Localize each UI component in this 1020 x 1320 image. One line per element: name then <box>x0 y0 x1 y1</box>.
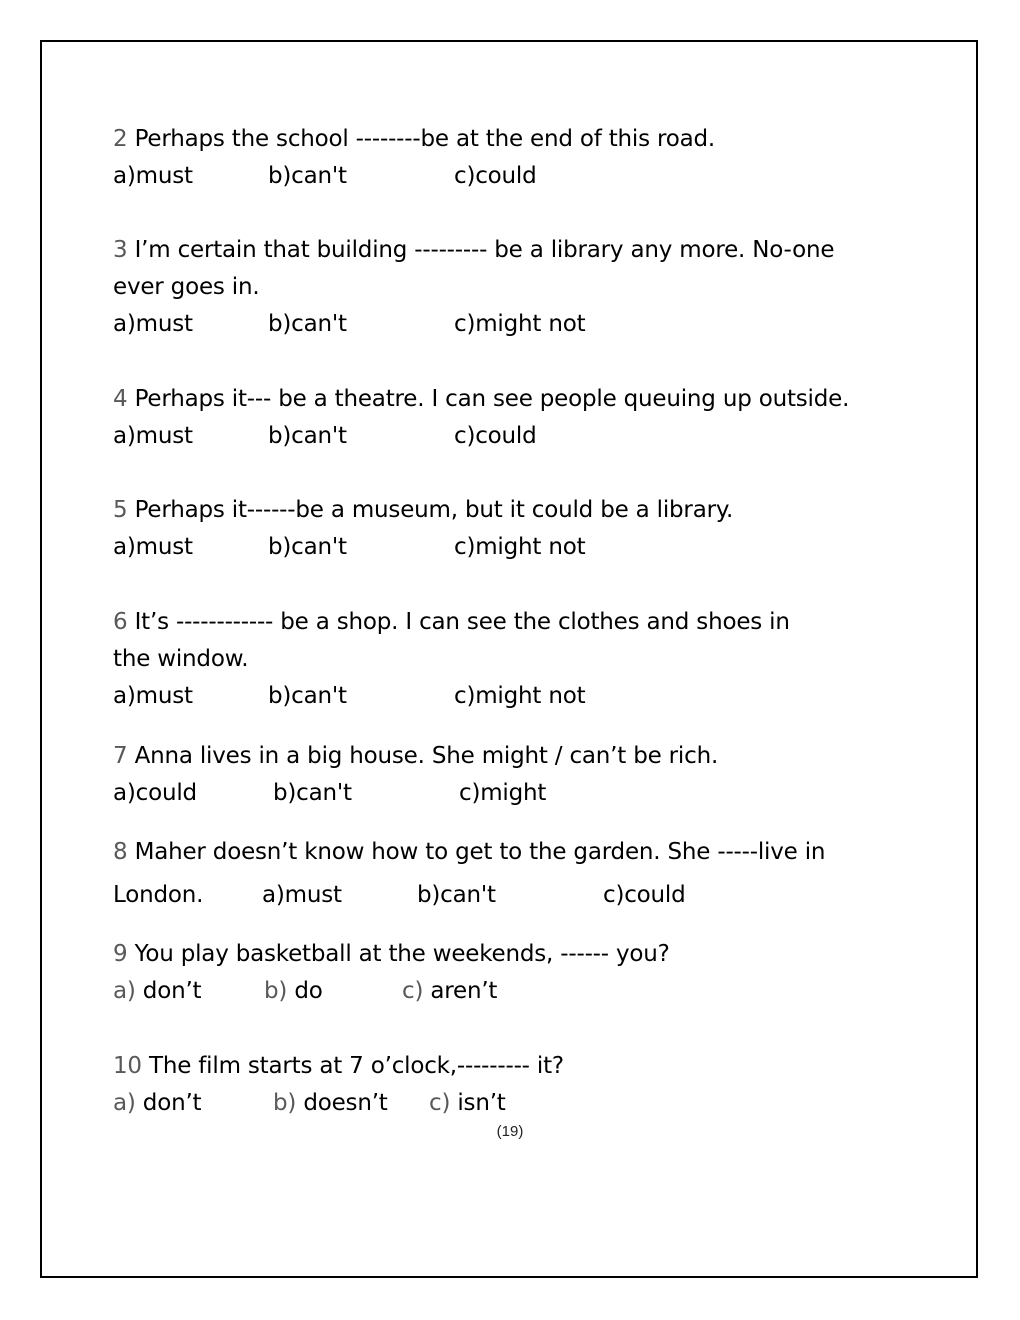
answer-options <box>113 529 943 566</box>
option-c[interactable]: c)could <box>603 882 686 908</box>
option-a[interactable] <box>113 973 201 1010</box>
question-number: 4 <box>113 386 128 412</box>
option-label: c) <box>402 978 424 1004</box>
question-5 <box>113 492 943 566</box>
option-text: don’t <box>142 1090 202 1116</box>
option-b[interactable]: b)can't <box>268 683 347 709</box>
option-b[interactable]: b)can't <box>417 882 496 908</box>
question-text: Maher doesn’t know how to get to the garden. She -----live in <box>134 839 826 865</box>
option-text: aren’t <box>430 978 498 1004</box>
option-c[interactable] <box>429 1085 506 1122</box>
question-text-continued: the window. <box>113 646 249 672</box>
question-2 <box>113 121 943 195</box>
question-3 <box>113 232 943 343</box>
question-4 <box>113 381 943 455</box>
option-c[interactable]: c)might not <box>454 683 586 709</box>
option-label: a) <box>113 978 136 1004</box>
question-text: Anna lives in a big house. She might / can’t be rich. <box>134 743 719 769</box>
option-b[interactable]: b)can't <box>268 423 347 449</box>
question-6 <box>113 604 943 715</box>
answer-options <box>113 158 943 195</box>
option-label: c) <box>429 1090 451 1116</box>
option-b[interactable] <box>273 1085 388 1122</box>
question-text-continued: ever goes in. <box>113 274 260 300</box>
option-c[interactable] <box>402 973 497 1010</box>
question-stem <box>113 381 943 418</box>
question-text: Perhaps the school --------be at the end of this road. <box>134 126 716 152</box>
option-c[interactable]: c)might not <box>454 311 586 337</box>
option-a[interactable]: a)must <box>113 683 193 709</box>
question-stem <box>113 936 943 973</box>
question-number: 10 <box>113 1053 142 1079</box>
option-label: a) <box>113 1090 136 1116</box>
question-number: 8 <box>113 839 128 865</box>
answer-options <box>113 678 943 715</box>
question-text-continued: London. <box>113 882 204 908</box>
question-number: 2 <box>113 126 128 152</box>
option-b[interactable]: b)can't <box>268 163 347 189</box>
option-a[interactable]: a)could <box>113 780 197 806</box>
answer-options <box>113 973 943 1010</box>
answer-options <box>113 1085 943 1122</box>
question-10 <box>113 1048 943 1122</box>
option-text: do <box>294 978 323 1004</box>
option-b[interactable]: b)can't <box>268 534 347 560</box>
option-b[interactable] <box>264 973 323 1010</box>
question-stem <box>113 604 943 641</box>
option-c[interactable]: c)could <box>454 423 537 449</box>
question-stem <box>113 1048 943 1085</box>
question-stem <box>113 232 943 269</box>
option-a[interactable]: a)must <box>113 534 193 560</box>
option-c[interactable]: c)might not <box>454 534 586 560</box>
answer-options <box>113 877 943 914</box>
question-stem <box>113 121 943 158</box>
option-label: b) <box>273 1090 297 1116</box>
question-stem <box>113 738 943 775</box>
answer-options <box>113 306 943 343</box>
option-b[interactable]: b)can't <box>273 780 352 806</box>
option-a[interactable]: a)must <box>113 423 193 449</box>
question-text: I’m certain that building --------- be a library any more. No-one <box>134 237 835 263</box>
page-number: (19) <box>496 1123 524 1140</box>
question-8 <box>113 834 943 914</box>
option-b[interactable]: b)can't <box>268 311 347 337</box>
question-9 <box>113 936 943 1010</box>
option-text: don’t <box>142 978 202 1004</box>
question-text: The film starts at 7 o’clock,--------- it? <box>149 1053 564 1079</box>
question-stem <box>113 834 943 871</box>
question-number: 7 <box>113 743 128 769</box>
option-c[interactable]: c)might <box>459 780 547 806</box>
answer-options <box>113 418 943 455</box>
answer-options <box>113 775 943 812</box>
question-number: 3 <box>113 237 128 263</box>
option-a[interactable]: a)must <box>113 163 193 189</box>
option-a[interactable]: a)must <box>262 882 342 908</box>
option-text: doesn’t <box>303 1090 388 1116</box>
question-text: Perhaps it--- be a theatre. I can see people queuing up outside. <box>134 386 850 412</box>
question-stem <box>113 492 943 529</box>
question-7 <box>113 738 943 812</box>
question-number: 6 <box>113 609 128 635</box>
option-text: isn’t <box>457 1090 506 1116</box>
option-a[interactable]: a)must <box>113 311 193 337</box>
option-label: b) <box>264 978 288 1004</box>
question-text: You play basketball at the weekends, ------ you? <box>134 941 670 967</box>
option-a[interactable] <box>113 1085 201 1122</box>
question-text: It’s ------------ be a shop. I can see the clothes and shoes in <box>134 609 790 635</box>
option-c[interactable]: c)could <box>454 163 537 189</box>
question-number: 5 <box>113 497 128 523</box>
question-number: 9 <box>113 941 128 967</box>
question-text: Perhaps it------be a museum, but it could be a library. <box>134 497 734 523</box>
